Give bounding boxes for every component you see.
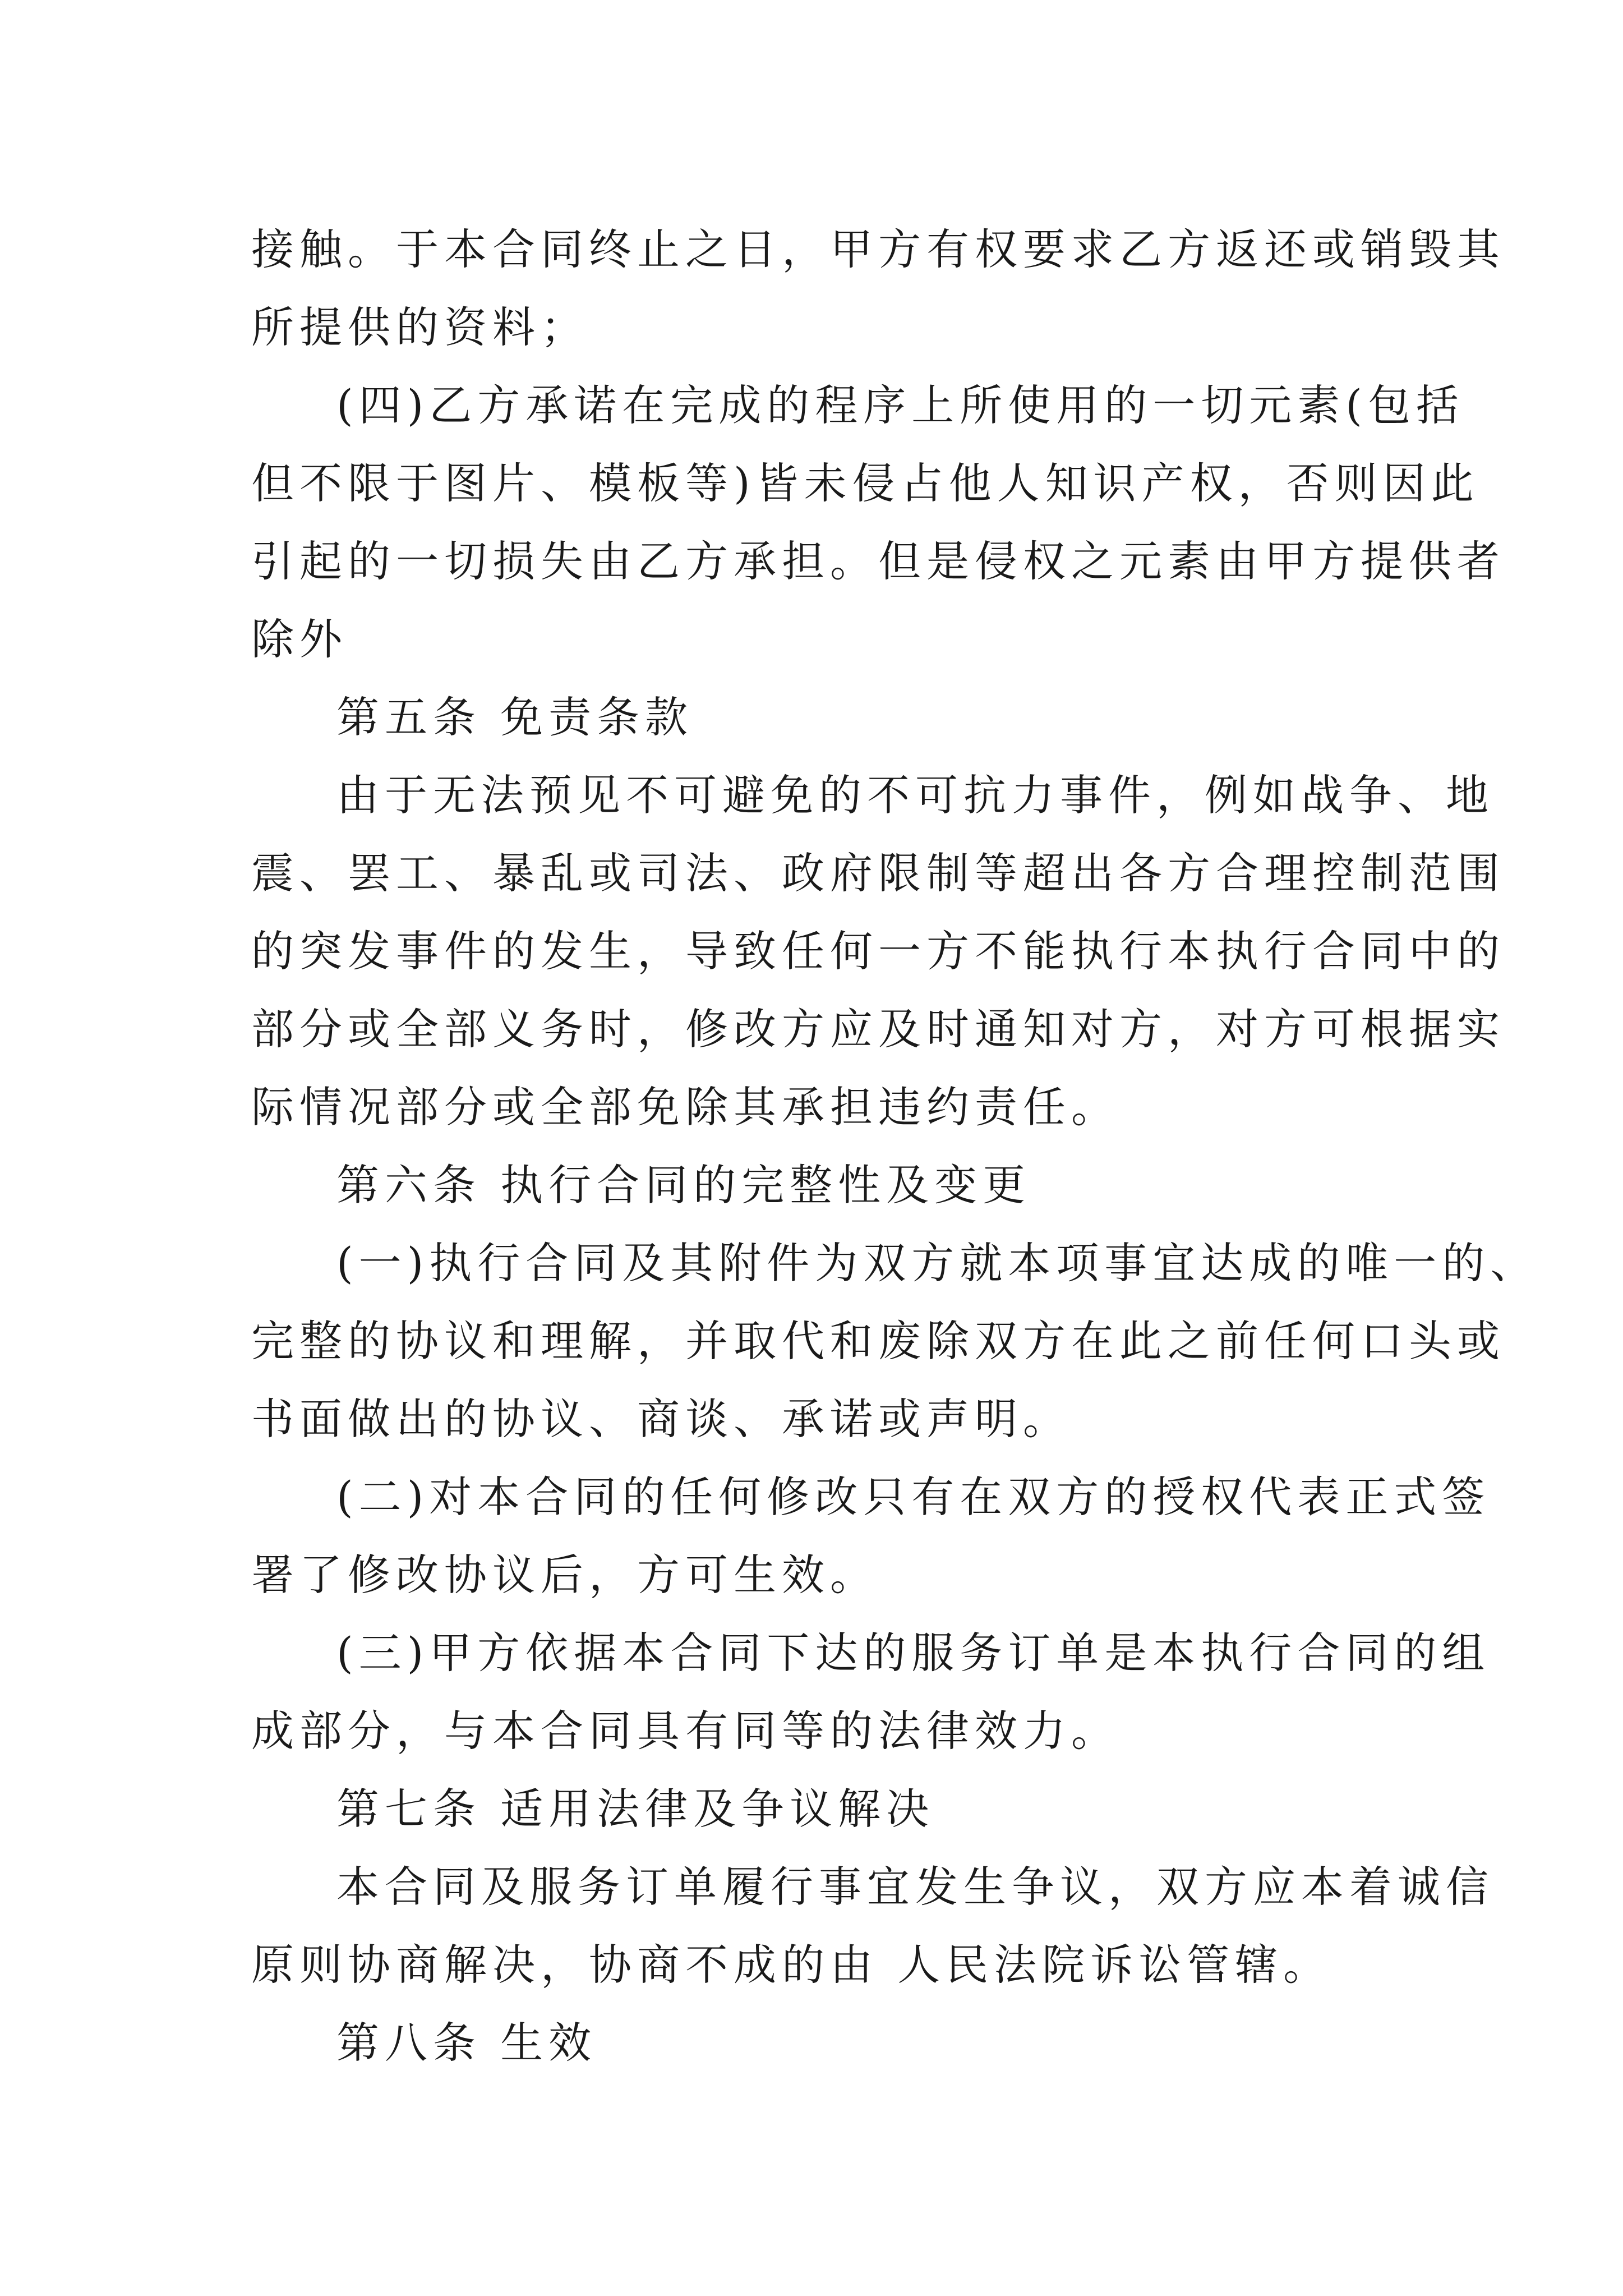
article-heading-6: 第六条 执行合同的完整性及变更 [336,1160,1031,1210]
text-line: 原则协商解决，协商不成的由 人民法院诉讼管辖。 [251,1940,1332,1990]
text-line: 书面做出的协议、商谈、承诺或声明。 [251,1394,1071,1444]
text-line: 但不限于图片、模板等)皆未侵占他人知识产权，否则因此 [251,458,1479,508]
text-line: 际情况部分或全部免除其承担违约责任。 [251,1082,1119,1132]
paragraph-start: 由于无法预见不可避免的不可抗力事件，例如战争、地 [336,770,1494,820]
paragraph-start: 本合同及服务订单履行事宜发生争议，双方应本着诚信 [336,1862,1494,1912]
text-line: 署了修改协议后，方可生效。 [251,1550,878,1600]
text-line: 完整的协议和理解，并取代和废除双方在此之前任何口头或 [251,1316,1505,1366]
clause-item-1: (一)执行合同及其附件为双方就本项事宜达成的唯一的、 [336,1238,1539,1288]
clause-item-4: (四)乙方承诺在完成的程序上所使用的一切元素(包括 [336,380,1464,430]
article-heading-7: 第七条 适用法律及争议解决 [336,1784,935,1834]
text-line: 所提供的资料； [251,302,589,352]
text-line: 引起的一切损失由乙方承担。但是侵权之元素由甲方提供者 [251,536,1505,586]
text-line: 的突发事件的发生，导致任何一方不能执行本执行合同中的 [251,926,1505,976]
clause-item-2: (二)对本合同的任何修改只有在双方的授权代表正式签 [336,1472,1491,1522]
text-line: 成部分，与本合同具有同等的法律效力。 [251,1706,1119,1756]
article-heading-8: 第八条 生效 [336,2018,597,2068]
document-body [251,210,1539,2082]
text-line: 部分或全部义务时，修改方应及时通知对方，对方可根据实 [251,1004,1505,1054]
article-heading-5: 第五条 免责条款 [336,692,694,742]
text-line: 震、罢工、暴乱或司法、政府限制等超出各方合理控制范围 [251,848,1505,898]
clause-item-3: (三)甲方依据本合同下达的服务订单是本执行合同的组 [336,1628,1491,1678]
text-line: 除外 [251,614,348,664]
text-line: 接触。于本合同终止之日，甲方有权要求乙方返还或销毁其 [251,224,1505,274]
